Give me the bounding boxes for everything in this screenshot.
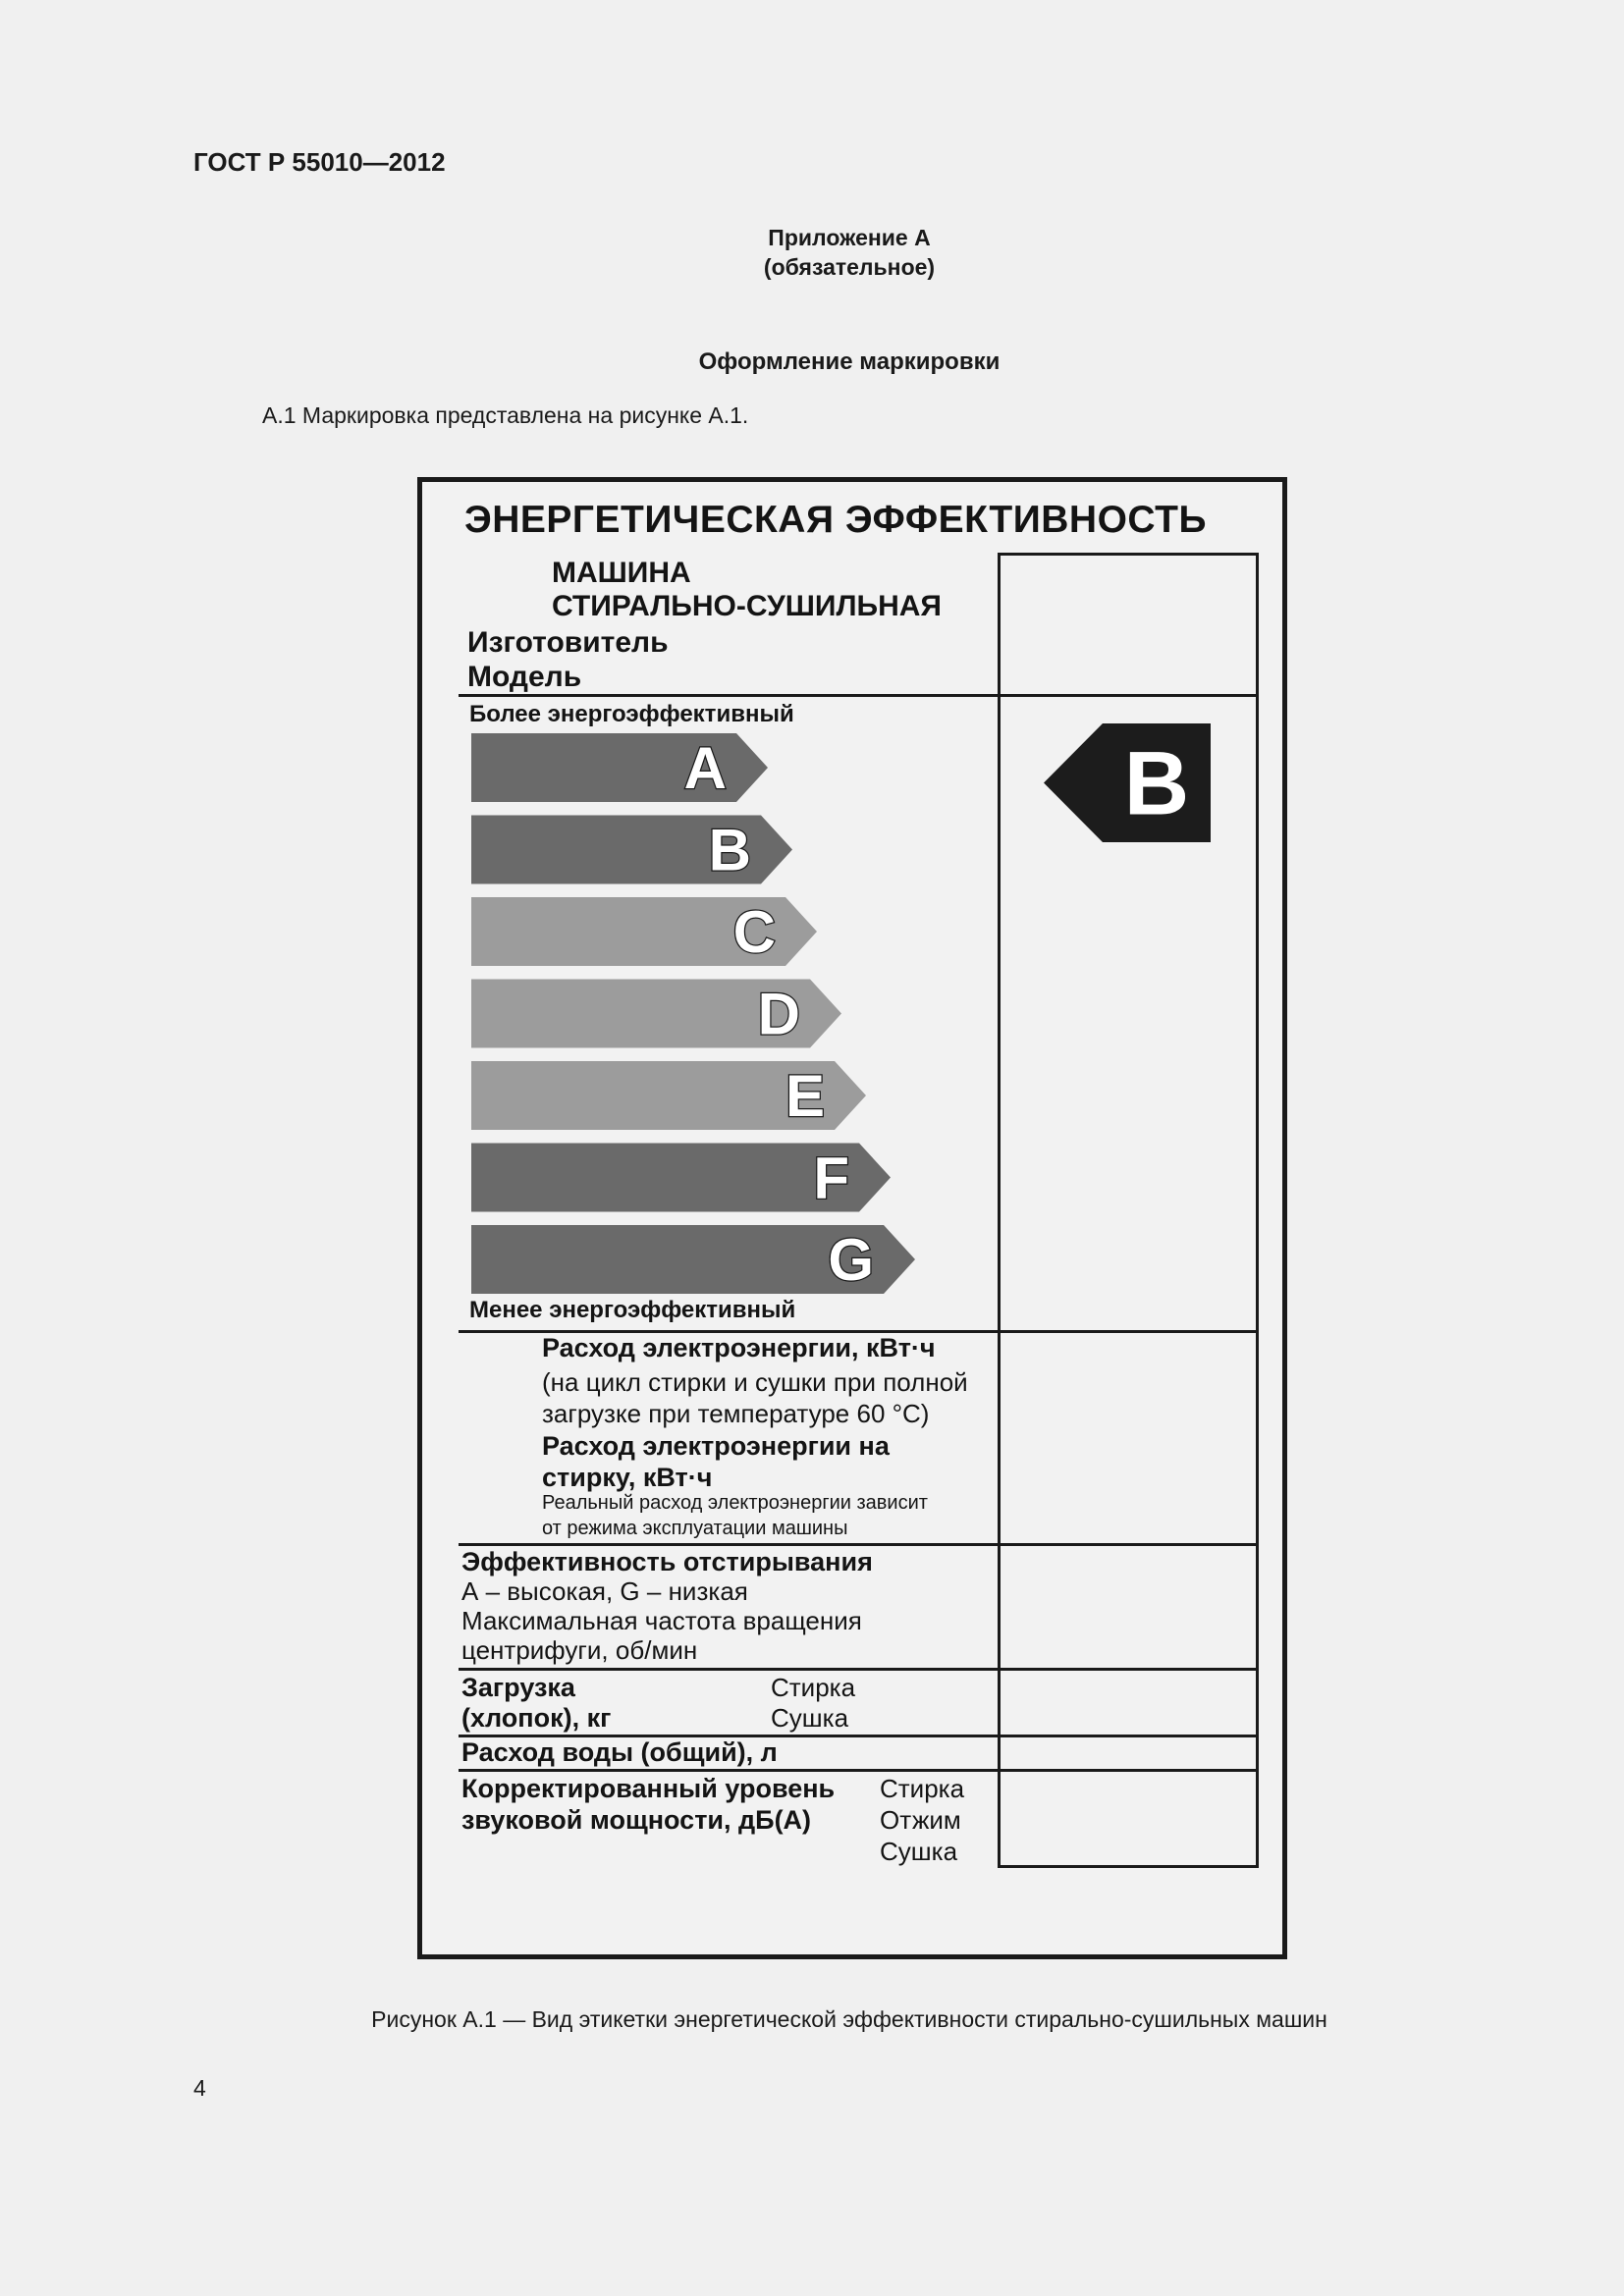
wash-energy-title-1: Расход электроэнергии на	[542, 1431, 890, 1461]
document-code: ГОСТ Р 55010—2012	[193, 147, 446, 177]
class-letter-e: E	[785, 1063, 825, 1129]
manufacturer-label: Изготовитель	[467, 626, 669, 659]
spin-efficiency-scale: А – высокая, G – низкая	[461, 1576, 748, 1606]
class-letter-g: G	[828, 1227, 874, 1293]
class-letter-c: C	[732, 899, 776, 965]
page-number: 4	[193, 2075, 206, 2101]
noise-spin-label: Отжим	[880, 1805, 961, 1835]
load-wash-label: Стирка	[771, 1673, 856, 1702]
class-letter-b: B	[708, 817, 751, 883]
noise-dry-label: Сушка	[880, 1837, 958, 1866]
more-efficient-label: Более энергоэффективный	[469, 701, 794, 727]
less-efficient-label: Менее энергоэффективный	[469, 1297, 796, 1323]
class-letter-a: A	[683, 735, 727, 801]
energy-consumption-title: Расход электроэнергии, кВт·ч	[542, 1333, 936, 1362]
wash-energy-title-2: стирку, кВт·ч	[542, 1463, 713, 1492]
energy-consumption-desc-1: (на цикл стирки и сушки при полной	[542, 1367, 968, 1397]
label-title: ЭНЕРГЕТИЧЕСКАЯ ЭФФЕКТИВНОСТЬ	[464, 499, 1207, 541]
noise-wash-label: Стирка	[880, 1774, 965, 1803]
appendix-status: (обязательное)	[763, 254, 936, 280]
energy-note-1: Реальный расход электроэнергии зависит	[542, 1492, 928, 1514]
class-letter-f: F	[813, 1145, 849, 1211]
section-title: Оформление маркировки	[698, 348, 1001, 375]
model-label: Модель	[467, 661, 582, 693]
load-dry-label: Сушка	[771, 1703, 849, 1733]
load-title-2: (хлопок), кг	[461, 1703, 612, 1733]
noise-title-1: Корректированный уровень	[461, 1774, 836, 1803]
class-letter-d: D	[757, 981, 800, 1047]
energy-note-2: от режима эксплуатации машины	[542, 1518, 848, 1539]
energy-consumption-desc-2: загрузке при температуре 60 °С)	[542, 1399, 930, 1428]
figure-caption: Рисунок А.1 — Вид этикетки энергетической эффективности стирально-сушильных машин	[371, 2006, 1327, 2032]
intro-paragraph: А.1 Маркировка представлена на рисунке А.1.	[262, 402, 749, 428]
noise-title-2: звуковой мощности, дБ(А)	[461, 1805, 812, 1835]
spin-efficiency-title: Эффективность отстирывания	[461, 1547, 873, 1576]
water-consumption-label: Расход воды (общий), л	[461, 1737, 778, 1767]
current-class-letter: B	[1123, 733, 1190, 834]
load-title-1: Загрузка	[461, 1673, 575, 1702]
machine-type-line2: СТИРАЛЬНО-СУШИЛЬНАЯ	[552, 590, 942, 622]
spin-speed-label-1: Максимальная частота вращения	[461, 1606, 862, 1635]
spin-speed-label-2: центрифуги, об/мин	[461, 1635, 698, 1665]
appendix-title: Приложение А	[768, 225, 931, 250]
machine-type-line1: МАШИНА	[552, 557, 691, 589]
